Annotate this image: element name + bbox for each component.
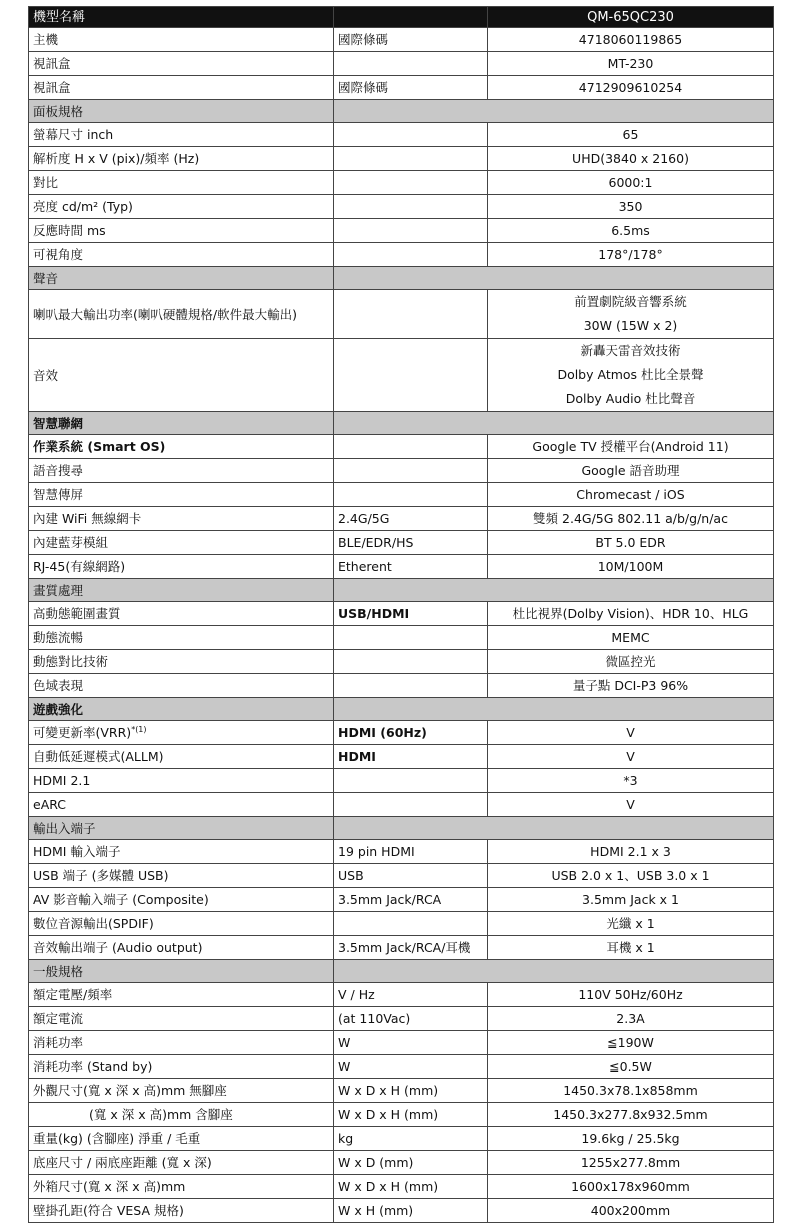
spec-value bbox=[488, 290, 774, 339]
spec-label-text: USB 端子 (多媒體 USB) bbox=[33, 868, 169, 883]
spec-label-text: 消耗功率 (Stand by) bbox=[33, 1059, 153, 1074]
spec-interface bbox=[334, 7, 488, 28]
spec-label bbox=[29, 339, 334, 412]
spec-interface: BLE/EDR/HS bbox=[334, 531, 488, 555]
spec-row bbox=[29, 1175, 774, 1199]
spec-interface bbox=[334, 793, 488, 817]
spec-label bbox=[29, 147, 334, 171]
spec-interface: USB bbox=[334, 864, 488, 888]
spec-value: ≦0.5W bbox=[488, 1055, 774, 1079]
spec-interface: W x H (mm) bbox=[334, 1199, 488, 1223]
spec-row bbox=[29, 76, 774, 100]
spec-label-text: RJ-45(有線網路) bbox=[33, 559, 126, 574]
spec-value: 雙頻 2.4G/5G 802.11 a/b/g/n/ac bbox=[488, 507, 774, 531]
model-name-row bbox=[29, 7, 774, 28]
spec-label-text: 可變更新率(VRR) bbox=[33, 725, 132, 740]
spec-value: 杜比視界(Dolby Vision)、HDR 10、HLG bbox=[488, 602, 774, 626]
spec-interface: 19 pin HDMI bbox=[334, 840, 488, 864]
spec-label bbox=[29, 555, 334, 579]
spec-interface bbox=[334, 123, 488, 147]
spec-row bbox=[29, 290, 774, 339]
spec-value: *3 bbox=[488, 769, 774, 793]
spec-row bbox=[29, 674, 774, 698]
spec-label bbox=[29, 674, 334, 698]
spec-row bbox=[29, 1103, 774, 1127]
spec-value: 2.3A bbox=[488, 1007, 774, 1031]
spec-value-line: 新轟天雷音效技術 bbox=[580, 343, 681, 358]
spec-label bbox=[29, 1199, 334, 1223]
spec-interface: HDMI (60Hz) bbox=[334, 721, 488, 745]
spec-value: 178°/178° bbox=[488, 243, 774, 267]
spec-label bbox=[29, 290, 334, 339]
spec-row bbox=[29, 1199, 774, 1223]
section-filler bbox=[334, 412, 774, 435]
section-header-row bbox=[29, 267, 774, 290]
spec-value-line: Dolby Audio 杜比聲音 bbox=[565, 391, 696, 406]
spec-row bbox=[29, 171, 774, 195]
spec-value: 350 bbox=[488, 195, 774, 219]
spec-label-text: 額定電流 bbox=[33, 1011, 84, 1026]
spec-label-text: 內建藍芽模組 bbox=[33, 535, 109, 550]
spec-interface bbox=[334, 674, 488, 698]
spec-interface: Etherent bbox=[334, 555, 488, 579]
spec-row bbox=[29, 936, 774, 960]
spec-label bbox=[29, 769, 334, 793]
spec-interface: 2.4G/5G bbox=[334, 507, 488, 531]
spec-row bbox=[29, 195, 774, 219]
spec-interface: W x D x H (mm) bbox=[334, 1175, 488, 1199]
spec-row bbox=[29, 483, 774, 507]
spec-label-text: 動態對比技術 bbox=[33, 654, 109, 669]
spec-label bbox=[29, 721, 334, 745]
spec-row bbox=[29, 793, 774, 817]
spec-interface bbox=[334, 339, 488, 412]
spec-value: 量子點 DCI-P3 96% bbox=[488, 674, 774, 698]
spec-row bbox=[29, 1031, 774, 1055]
spec-label-text: 音效 bbox=[33, 367, 59, 383]
spec-interface bbox=[334, 626, 488, 650]
spec-label bbox=[29, 483, 334, 507]
spec-value: UHD(3840 x 2160) bbox=[488, 147, 774, 171]
spec-value: 6.5ms bbox=[488, 219, 774, 243]
spec-label bbox=[29, 983, 334, 1007]
spec-label bbox=[29, 195, 334, 219]
section-title: 輸出入端子 bbox=[29, 817, 334, 840]
spec-row bbox=[29, 888, 774, 912]
section-title: 畫質處理 bbox=[29, 579, 334, 602]
spec-row bbox=[29, 531, 774, 555]
spec-row bbox=[29, 745, 774, 769]
spec-label-text: 動態流暢 bbox=[33, 630, 84, 645]
spec-value: MT-230 bbox=[488, 52, 774, 76]
spec-table-body bbox=[29, 7, 774, 1223]
spec-value-line: Dolby Atmos 杜比全景聲 bbox=[557, 367, 704, 382]
spec-value-line: 30W (15W x 2) bbox=[583, 318, 678, 333]
section-filler bbox=[334, 100, 774, 123]
spec-label bbox=[29, 650, 334, 674]
spec-interface: HDMI bbox=[334, 745, 488, 769]
spec-label bbox=[29, 936, 334, 960]
spec-value: USB 2.0 x 1、USB 3.0 x 1 bbox=[488, 864, 774, 888]
spec-label bbox=[29, 864, 334, 888]
section-header-row bbox=[29, 579, 774, 602]
spec-label bbox=[29, 602, 334, 626]
spec-label-text: 視訊盒 bbox=[33, 56, 71, 71]
spec-interface: W bbox=[334, 1031, 488, 1055]
spec-label-text: 底座尺寸 / 兩底座距離 (寬 x 深) bbox=[33, 1155, 212, 1170]
spec-label bbox=[29, 76, 334, 100]
footnote-marker: *(1) bbox=[131, 724, 147, 734]
section-filler bbox=[334, 579, 774, 602]
spec-row bbox=[29, 1007, 774, 1031]
spec-label bbox=[29, 459, 334, 483]
spec-label-text: 語音搜尋 bbox=[33, 463, 84, 478]
section-filler bbox=[334, 267, 774, 290]
spec-value: Google TV 授權平台(Android 11) bbox=[488, 435, 774, 459]
section-header-row bbox=[29, 817, 774, 840]
spec-value bbox=[488, 339, 774, 412]
section-header-row bbox=[29, 698, 774, 721]
spec-label-text: 螢幕尺寸 inch bbox=[33, 127, 114, 142]
spec-interface bbox=[334, 912, 488, 936]
spec-row bbox=[29, 1127, 774, 1151]
spec-label bbox=[29, 888, 334, 912]
spec-label-text: 作業系統 (Smart OS) bbox=[33, 439, 166, 454]
spec-label bbox=[29, 840, 334, 864]
spec-row bbox=[29, 123, 774, 147]
section-title: 一般規格 bbox=[29, 960, 334, 983]
spec-label bbox=[29, 1055, 334, 1079]
spec-table bbox=[28, 6, 774, 1223]
spec-value: V bbox=[488, 793, 774, 817]
spec-value: 1450.3x277.8x932.5mm bbox=[488, 1103, 774, 1127]
spec-row bbox=[29, 721, 774, 745]
section-title: 遊戲強化 bbox=[29, 698, 334, 721]
spec-row bbox=[29, 1151, 774, 1175]
spec-label bbox=[29, 1175, 334, 1199]
spec-label-text: 對比 bbox=[33, 175, 59, 190]
spec-value: Chromecast / iOS bbox=[488, 483, 774, 507]
section-header-row bbox=[29, 412, 774, 435]
spec-value: 3.5mm Jack x 1 bbox=[488, 888, 774, 912]
spec-label-text: 反應時間 ms bbox=[33, 223, 106, 238]
section-header-row bbox=[29, 100, 774, 123]
spec-label bbox=[29, 1031, 334, 1055]
spec-interface: W x D x H (mm) bbox=[334, 1079, 488, 1103]
spec-value: 1255x277.8mm bbox=[488, 1151, 774, 1175]
spec-interface: 3.5mm Jack/RCA/耳機 bbox=[334, 936, 488, 960]
spec-interface bbox=[334, 195, 488, 219]
spec-label-text: 高動態範圍畫質 bbox=[33, 606, 121, 621]
spec-interface bbox=[334, 219, 488, 243]
spec-value: QM-65QC230 bbox=[488, 7, 774, 28]
spec-label bbox=[29, 531, 334, 555]
spec-label-text: 可視角度 bbox=[33, 247, 84, 262]
spec-value: 1600x178x960mm bbox=[488, 1175, 774, 1199]
spec-label bbox=[29, 219, 334, 243]
spec-label bbox=[29, 912, 334, 936]
spec-label bbox=[29, 1151, 334, 1175]
spec-interface bbox=[334, 147, 488, 171]
spec-interface bbox=[334, 483, 488, 507]
spec-row bbox=[29, 147, 774, 171]
spec-value: ≦190W bbox=[488, 1031, 774, 1055]
spec-label bbox=[29, 1079, 334, 1103]
spec-label-text: 額定電壓/頻率 bbox=[33, 987, 113, 1002]
spec-interface bbox=[334, 52, 488, 76]
spec-label-text: 數位音源輸出(SPDIF) bbox=[33, 916, 154, 931]
spec-value: 微區控光 bbox=[488, 650, 774, 674]
spec-value: 110V 50Hz/60Hz bbox=[488, 983, 774, 1007]
spec-label bbox=[29, 243, 334, 267]
spec-value: HDMI 2.1 x 3 bbox=[488, 840, 774, 864]
spec-row bbox=[29, 435, 774, 459]
spec-label bbox=[29, 745, 334, 769]
spec-interface: 國際條碼 bbox=[334, 28, 488, 52]
spec-label-text: 視訊盒 bbox=[33, 80, 71, 95]
spec-label bbox=[29, 28, 334, 52]
spec-label bbox=[29, 507, 334, 531]
spec-row bbox=[29, 864, 774, 888]
section-title: 面板規格 bbox=[29, 100, 334, 123]
spec-row bbox=[29, 769, 774, 793]
spec-row bbox=[29, 52, 774, 76]
spec-label-text: 智慧傳屏 bbox=[33, 487, 84, 502]
spec-label bbox=[29, 435, 334, 459]
spec-row bbox=[29, 555, 774, 579]
spec-row bbox=[29, 339, 774, 412]
spec-label-text: 內建 WiFi 無線網卡 bbox=[33, 511, 142, 526]
spec-interface: USB/HDMI bbox=[334, 602, 488, 626]
spec-value: 4718060119865 bbox=[488, 28, 774, 52]
spec-interface bbox=[334, 171, 488, 195]
spec-interface bbox=[334, 769, 488, 793]
spec-row bbox=[29, 459, 774, 483]
spec-value: 1450.3x78.1x858mm bbox=[488, 1079, 774, 1103]
spec-label-text: 機型名稱 bbox=[33, 9, 86, 25]
spec-value: V bbox=[488, 745, 774, 769]
spec-label bbox=[29, 123, 334, 147]
spec-value: BT 5.0 EDR bbox=[488, 531, 774, 555]
spec-label-text: HDMI 2.1 bbox=[33, 773, 91, 788]
spec-label bbox=[29, 1007, 334, 1031]
spec-value: 19.6kg / 25.5kg bbox=[488, 1127, 774, 1151]
spec-row bbox=[29, 602, 774, 626]
spec-interface bbox=[334, 459, 488, 483]
spec-interface: kg bbox=[334, 1127, 488, 1151]
spec-label bbox=[29, 52, 334, 76]
spec-label-text: 色域表現 bbox=[33, 678, 84, 693]
spec-value-line: 前置劇院級音響系統 bbox=[574, 294, 687, 309]
spec-value: 光纖 x 1 bbox=[488, 912, 774, 936]
spec-interface bbox=[334, 650, 488, 674]
spec-label bbox=[29, 793, 334, 817]
spec-label-text: 主機 bbox=[33, 32, 59, 47]
spec-row bbox=[29, 1079, 774, 1103]
spec-label bbox=[29, 7, 334, 28]
spec-interface: V / Hz bbox=[334, 983, 488, 1007]
spec-value: Google 語音助理 bbox=[488, 459, 774, 483]
spec-label-text: 消耗功率 bbox=[33, 1035, 84, 1050]
spec-row bbox=[29, 983, 774, 1007]
section-header-row bbox=[29, 960, 774, 983]
spec-label-text: 自動低延遲模式(ALLM) bbox=[33, 749, 164, 764]
spec-label-text: 音效輸出端子 (Audio output) bbox=[33, 940, 203, 955]
spec-label-text: eARC bbox=[33, 797, 67, 812]
spec-interface bbox=[334, 290, 488, 339]
spec-row bbox=[29, 507, 774, 531]
spec-row bbox=[29, 840, 774, 864]
spec-label-text: 亮度 cd/m² (Typ) bbox=[33, 199, 133, 214]
spec-label-text: HDMI 輸入端子 bbox=[33, 844, 121, 859]
spec-row bbox=[29, 1055, 774, 1079]
spec-interface: 3.5mm Jack/RCA bbox=[334, 888, 488, 912]
spec-label-text: (寬 x 深 x 高)mm 含腳座 bbox=[89, 1107, 233, 1122]
spec-value: 65 bbox=[488, 123, 774, 147]
spec-row bbox=[29, 912, 774, 936]
spec-value: 6000:1 bbox=[488, 171, 774, 195]
spec-value: 耳機 x 1 bbox=[488, 936, 774, 960]
section-title: 聲音 bbox=[29, 267, 334, 290]
spec-interface: W x D (mm) bbox=[334, 1151, 488, 1175]
spec-value: 10M/100M bbox=[488, 555, 774, 579]
spec-interface: 國際條碼 bbox=[334, 76, 488, 100]
spec-interface: (at 110Vac) bbox=[334, 1007, 488, 1031]
spec-row bbox=[29, 650, 774, 674]
spec-row bbox=[29, 243, 774, 267]
spec-value: 4712909610254 bbox=[488, 76, 774, 100]
spec-row bbox=[29, 626, 774, 650]
section-filler bbox=[334, 817, 774, 840]
spec-interface: W x D x H (mm) bbox=[334, 1103, 488, 1127]
spec-value: V bbox=[488, 721, 774, 745]
spec-row bbox=[29, 28, 774, 52]
spec-label-text: AV 影音輸入端子 (Composite) bbox=[33, 892, 209, 907]
spec-value: 400x200mm bbox=[488, 1199, 774, 1223]
spec-label bbox=[29, 1127, 334, 1151]
section-filler bbox=[334, 960, 774, 983]
spec-interface bbox=[334, 435, 488, 459]
spec-label-text: 外觀尺寸(寬 x 深 x 高)mm 無腳座 bbox=[33, 1083, 227, 1098]
section-title: 智慧聯網 bbox=[29, 412, 334, 435]
spec-value: MEMC bbox=[488, 626, 774, 650]
spec-label bbox=[29, 626, 334, 650]
spec-label bbox=[29, 171, 334, 195]
spec-row bbox=[29, 219, 774, 243]
section-filler bbox=[334, 698, 774, 721]
spec-label-text: 壁掛孔距(符合 VESA 規格) bbox=[33, 1203, 184, 1218]
spec-interface bbox=[334, 243, 488, 267]
spec-label-text: 解析度 H x V (pix)/頻率 (Hz) bbox=[33, 151, 200, 166]
spec-label-text: 重量(kg) (含腳座) 淨重 / 毛重 bbox=[33, 1131, 201, 1146]
spec-label-text: 喇叭最大輸出功率(喇叭硬體規格/軟件最大輸出) bbox=[33, 306, 297, 322]
spec-label-text: 外箱尺寸(寬 x 深 x 高)mm bbox=[33, 1179, 186, 1194]
spec-label bbox=[29, 1103, 334, 1127]
spec-interface: W bbox=[334, 1055, 488, 1079]
